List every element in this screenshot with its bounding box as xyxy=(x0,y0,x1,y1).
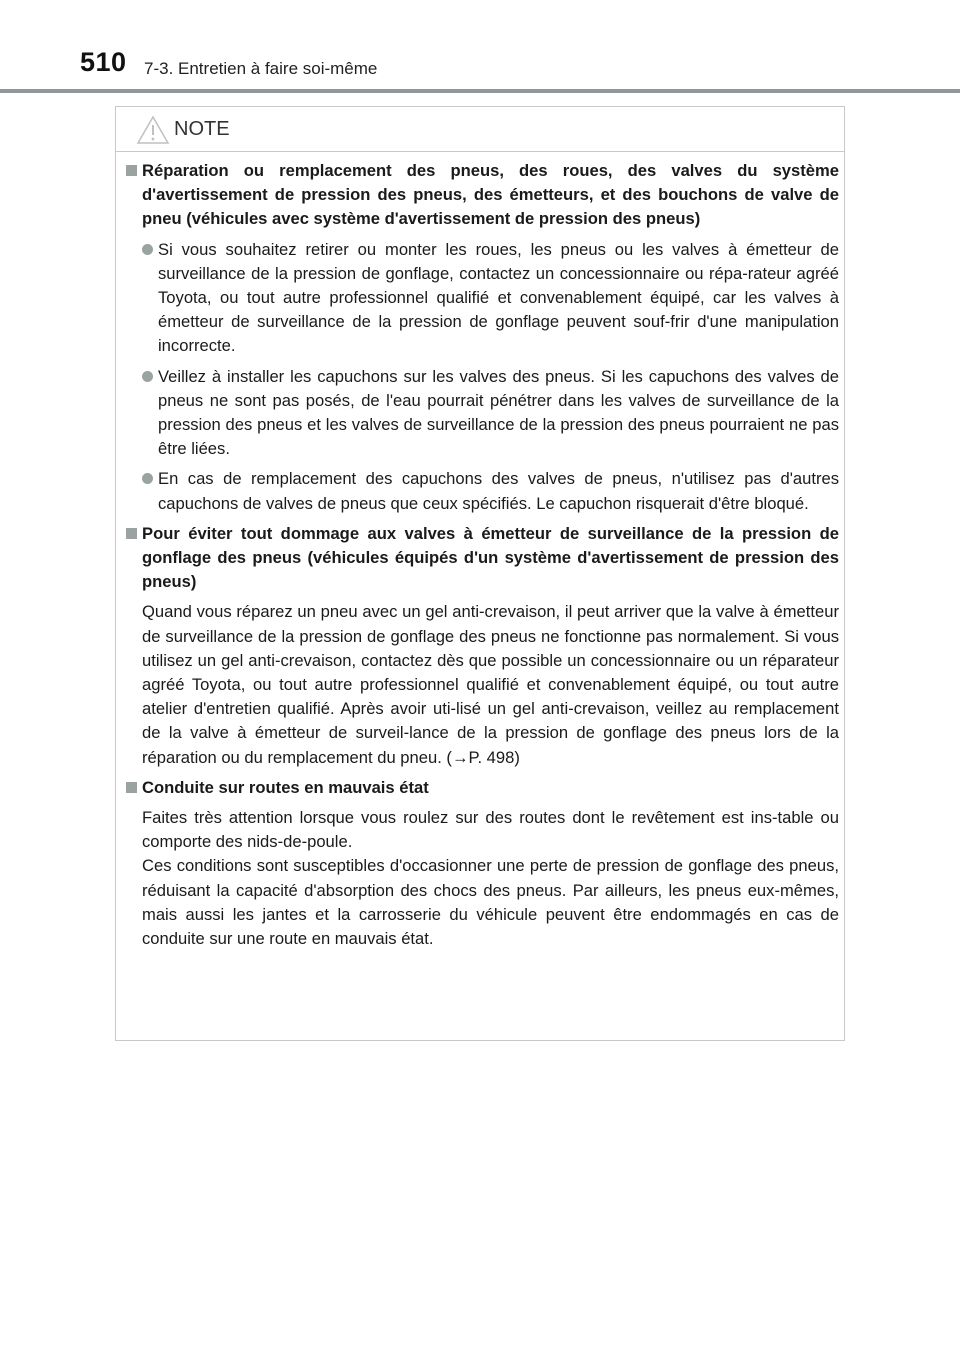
chapter-section-title: 7-3. Entretien à faire soi-même xyxy=(144,59,378,78)
header-rule xyxy=(0,89,960,93)
list-item-text: Veillez à installer les capuchons sur les valves des pneus. Si les capuchons des valves de pneus ne sont pas posés, de l'eau pourrait pénétrer dans les valves de surveillance de la pression des pneus et les valves de surveillance de la pression des pneus pourraient ne pas être liées. xyxy=(158,366,839,459)
list-item xyxy=(142,467,839,515)
section-paragraph: Faites très attention lorsque vous roulez sur des routes dont le revêtement est ins-table ou comporte des nids-de-poule. xyxy=(142,808,839,852)
note-box xyxy=(115,106,845,1041)
note-section-bad-roads xyxy=(126,776,839,951)
list-item xyxy=(142,365,839,462)
section-heading: Conduite sur routes en mauvais état xyxy=(142,777,429,797)
section-heading: Réparation ou remplacement des pneus, des roues, des valves du système d'avertissement de pression des pneus, des émetteurs, et des bouchons de valve de pneu (véhicules avec système d'avertissement de pression des pneus) xyxy=(142,161,839,229)
circle-bullet-icon xyxy=(142,473,153,484)
section-paragraph: Ces conditions sont susceptibles d'occasionner une perte de pression de gonflage des pneus, réduisant la capacité d'absorption des chocs des pneus. Par ailleurs, les pneus eux-mêmes, mais aussi les jantes et la carrosserie du véhicule peuvent être endommagés en cas de conduite sur une route en mauvais état. xyxy=(142,856,839,949)
page-number: 510 xyxy=(80,47,127,77)
note-title: NOTE xyxy=(174,118,230,140)
circle-bullet-icon xyxy=(142,244,153,255)
square-bullet-icon xyxy=(126,528,137,539)
circle-bullet-icon xyxy=(142,371,153,382)
note-section-tire-replacement xyxy=(126,159,839,516)
square-bullet-icon xyxy=(126,165,137,176)
note-header xyxy=(116,107,844,152)
square-bullet-icon xyxy=(126,782,137,793)
section-paragraph: Quand vous réparez un pneu avec un gel anti-crevaison, il peut arriver que la valve à émetteur de surveillance de la pression de gonflage des pneus ne fonctionne pas normalement. Si vous utilisez un gel anti-crevaison, contactez dès que possible un concessionnaire ou un réparateur agréé Toyota, ou tout autre professionnel qualifié et convenablement équipé, ou tout autre atelier d'entretien qualifié. Après avoir uti-lisé un gel anti-crevaison, veillez au remplacement de la valve à émetteur de surveil-lance de la pression de gonflage des pneus lors de la réparation ou du remplacement du pneu. (→P. 498) xyxy=(142,602,839,767)
list-item-text: Si vous souhaitez retirer ou monter les roues, les pneus ou les valves à émetteur de surveillance de la pression de gonflage, contactez un concessionnaire ou répa-rateur agréé Toyota, ou tout autre professionnel qualifié et convenablement équipé, car les valves à émetteur de surveillance de la pression de gonflage peuvent souf-frir d'une manipulation incorrecte. xyxy=(158,239,839,356)
note-body xyxy=(126,159,839,957)
list-item xyxy=(142,238,839,359)
note-section-valve-damage xyxy=(126,522,839,770)
warning-triangle-icon xyxy=(136,115,170,145)
section-heading: Pour éviter tout dommage aux valves à émetteur de surveillance de la pression de gonflage des pneus (véhicules équipés d'un système d'avertissement de pression des pneus) xyxy=(142,523,839,592)
list-item-text: En cas de remplacement des capuchons des valves de pneus, n'utilisez pas d'autres capuchons de valves de pneus que ceux spécifiés. Le capuchon risquerait d'être bloqué. xyxy=(158,469,839,513)
